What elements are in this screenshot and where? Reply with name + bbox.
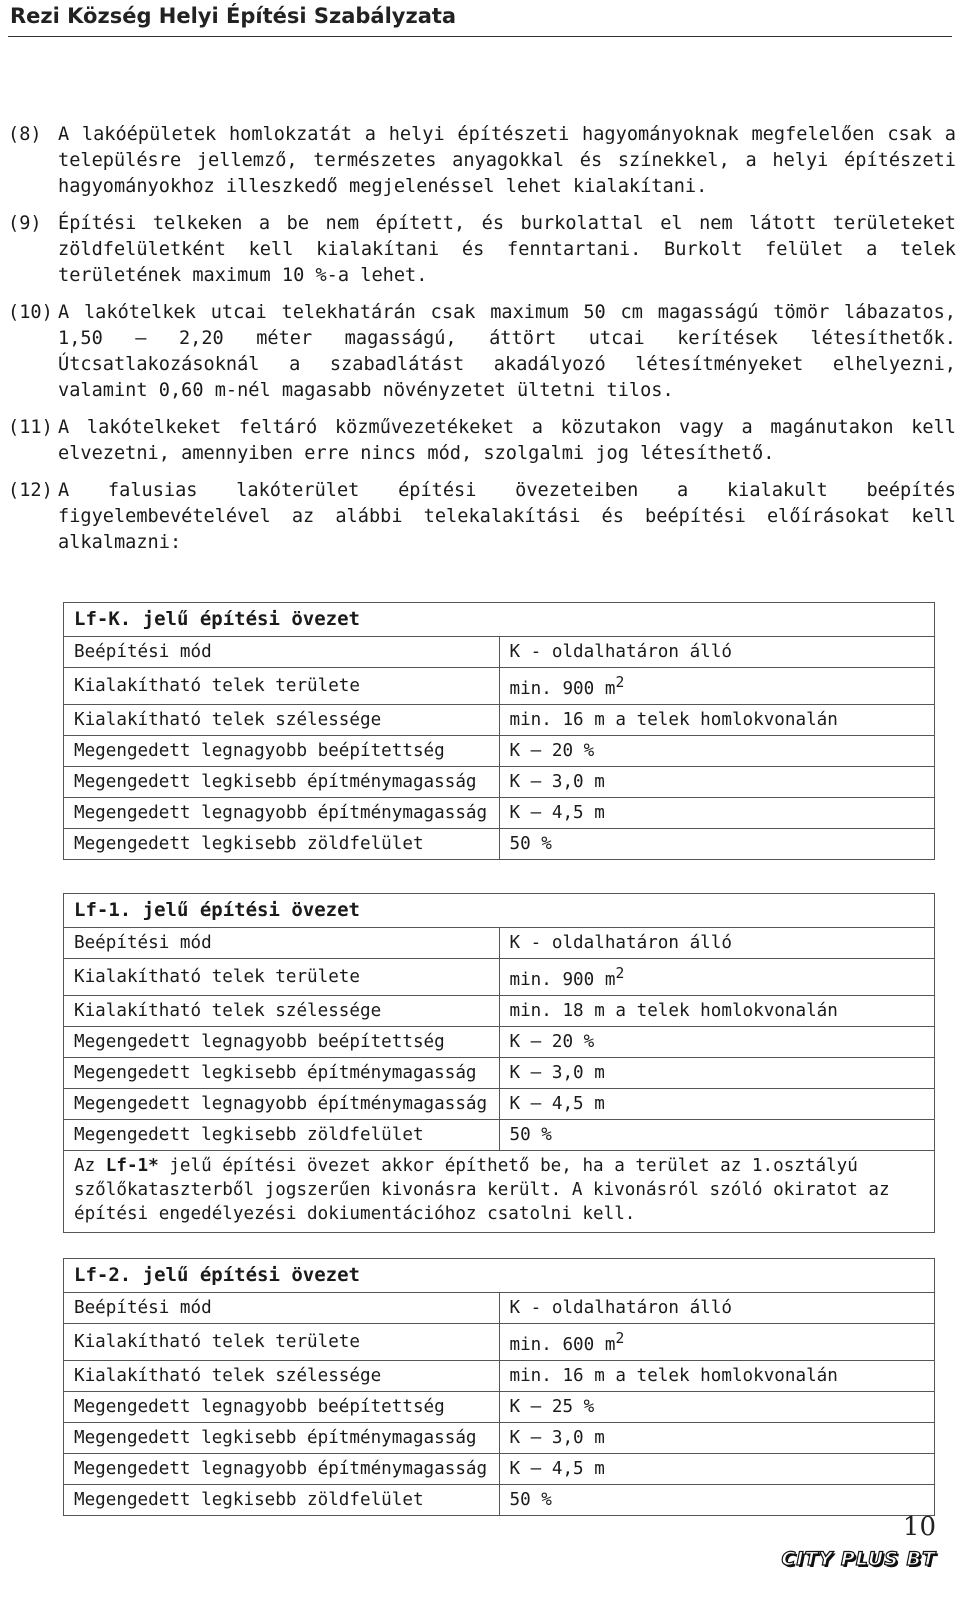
row-label: Megengedett legkisebb zöldfelület	[64, 1484, 500, 1515]
paragraph-12	[8, 478, 956, 556]
company-logo: CITY PLUS BT	[781, 1548, 936, 1570]
table-row	[64, 1484, 935, 1515]
paragraph-number: (9)	[8, 213, 42, 234]
table-row	[64, 1422, 935, 1453]
table-row	[64, 959, 935, 996]
row-label: Megengedett legnagyobb beépítettség	[64, 1026, 500, 1057]
row-label: Megengedett legkisebb építménymagasság	[64, 1057, 500, 1088]
row-value: min. 600 $m^2$	[499, 1324, 935, 1361]
table-note: Az Lf-1* jelű építési övezet akkor építhető be, ha a terület az 1.osztályú szőlőkataszterből jogszerűen kivonásra került. A kivonásról szóló okiratot az építési engedélyezési dokiumentációhoz csatolni kell.	[64, 1150, 935, 1232]
row-label: Megengedett legkisebb zöldfelület	[64, 1119, 500, 1150]
row-label: Kialakítható telek szélessége	[64, 995, 500, 1026]
paragraph-10	[8, 300, 956, 404]
superscript: 2	[615, 965, 625, 982]
row-label: Kialakítható telek területe	[64, 959, 500, 996]
paragraph-text: A lakótelkeket feltáró közművezetékeket a közutakon vagy a magánutakon kell elvezetni, amennyiben erre nincs mód, szolgalmi jog létesíthető.	[58, 417, 956, 464]
row-value: K – 25 %	[499, 1391, 935, 1422]
superscript: 2	[615, 674, 625, 691]
table-row	[64, 637, 935, 668]
row-label: Megengedett legnagyobb beépítettség	[64, 735, 500, 766]
row-label: Beépítési mód	[64, 1293, 500, 1324]
table-row	[64, 766, 935, 797]
row-value: K - oldalhatáron álló	[499, 637, 935, 668]
row-value: min. 18 m a telek homlokvonalán	[499, 995, 935, 1026]
table-title: Lf-1. jelű építési övezet	[64, 894, 935, 928]
table-row	[64, 1026, 935, 1057]
paragraph-text: A falusias lakóterület építési övezeteiben a kialakult beépítés figyelembevételével az alábbi telekalakítási és beépítési előírásokat kell alkalmazni:	[58, 480, 956, 553]
row-value: 50 %	[499, 1119, 935, 1150]
table-row	[64, 704, 935, 735]
row-label: Megengedett legkisebb építménymagasság	[64, 1422, 500, 1453]
paragraph-9	[8, 211, 956, 289]
paragraph-text: A lakóépületek homlokzatát a helyi építészeti hagyományoknak megfelelően csak a településre jellemző, természetes anyagokkal és színekkel, a helyi építészeti hagyományokhoz illeszkedő megjelenéssel lehet kialakítani.	[58, 124, 956, 197]
zone-table-lf-2	[63, 1258, 935, 1516]
paragraph-number: (8)	[8, 124, 42, 145]
row-value: min. 16 m a telek homlokvonalán	[499, 1360, 935, 1391]
table-row	[64, 735, 935, 766]
row-value: 50 %	[499, 828, 935, 859]
row-label: Megengedett legnagyobb építménymagasság	[64, 1453, 500, 1484]
row-value: K – 3,0 m	[499, 1057, 935, 1088]
row-value: K – 4,5 m	[499, 1088, 935, 1119]
row-value: min. 900 $m^2$	[499, 668, 935, 705]
table-row	[64, 1057, 935, 1088]
superscript: 2	[615, 1330, 625, 1347]
table-row	[64, 1119, 935, 1150]
row-value: K - oldalhatáron álló	[499, 1293, 935, 1324]
row-value: K – 3,0 m	[499, 1422, 935, 1453]
table-row	[64, 1088, 935, 1119]
paragraph-number: (12)	[8, 480, 53, 501]
row-label: Kialakítható telek szélessége	[64, 704, 500, 735]
row-value: K - oldalhatáron álló	[499, 928, 935, 959]
row-value: K – 20 %	[499, 735, 935, 766]
row-label: Megengedett legnagyobb építménymagasság	[64, 797, 500, 828]
page-number: 10	[902, 1512, 936, 1542]
paragraph-text: Építési telkeken a be nem épített, és burkolattal el nem látott területeket zöldfelületként kell kialakítani és fenntartani. Burkolt felület a telek területének maximum 10 %-a lehet.	[58, 213, 956, 286]
paragraphs	[8, 122, 956, 567]
table-row	[64, 1324, 935, 1361]
zone-code-bold: Lf-1*	[105, 1155, 159, 1176]
row-value: K – 4,5 m	[499, 1453, 935, 1484]
row-label: Kialakítható telek területe	[64, 668, 500, 705]
document-title: Rezi Község Helyi Építési Szabályzata	[10, 4, 457, 28]
paragraph-11	[8, 415, 956, 467]
paragraph-number: (11)	[8, 417, 53, 438]
paragraph-8	[8, 122, 956, 200]
table-row	[64, 928, 935, 959]
table-note-row	[64, 1150, 935, 1232]
row-label: Megengedett legkisebb építménymagasság	[64, 766, 500, 797]
table-row	[64, 995, 935, 1026]
row-label: Kialakítható telek szélessége	[64, 1360, 500, 1391]
row-value: K – 20 %	[499, 1026, 935, 1057]
table-title-row	[64, 1259, 935, 1293]
table-row	[64, 1360, 935, 1391]
page-header	[8, 0, 952, 37]
row-label: Megengedett legkisebb zöldfelület	[64, 828, 500, 859]
row-label: Kialakítható telek területe	[64, 1324, 500, 1361]
row-value: K – 3,0 m	[499, 766, 935, 797]
table-title-row	[64, 894, 935, 928]
row-label: Beépítési mód	[64, 637, 500, 668]
table-row	[64, 828, 935, 859]
paragraph-number: (10)	[8, 302, 53, 323]
paragraph-text: A lakótelkek utcai telekhatárán csak maximum 50 cm magasságú tömör lábazatos, 1,50 – 2,20 méter magasságú, áttört utcai kerítések létesíthetők. Útcsatlakozásoknál a szabadlátást akadályozó létesítményeket elhelyezni, valamint 0,60 m-nél magasabb növényzetet ültetni tilos.	[58, 302, 956, 401]
row-value: 50 %	[499, 1484, 935, 1515]
table-row	[64, 1293, 935, 1324]
table-title-row	[64, 603, 935, 637]
table-row	[64, 797, 935, 828]
row-label: Megengedett legnagyobb beépítettség	[64, 1391, 500, 1422]
row-label: Megengedett legnagyobb építménymagasság	[64, 1088, 500, 1119]
row-label: Beépítési mód	[64, 928, 500, 959]
row-value: K – 4,5 m	[499, 797, 935, 828]
table-row	[64, 668, 935, 705]
table-row	[64, 1453, 935, 1484]
zone-table-lf-k	[63, 602, 935, 860]
table-row	[64, 1391, 935, 1422]
row-value: min. 900 $m^2$	[499, 959, 935, 996]
table-title: Lf-K. jelű építési övezet	[64, 603, 935, 637]
zone-table-lf-1	[63, 893, 935, 1233]
table-title: Lf-2. jelű építési övezet	[64, 1259, 935, 1293]
row-value: min. 16 m a telek homlokvonalán	[499, 704, 935, 735]
